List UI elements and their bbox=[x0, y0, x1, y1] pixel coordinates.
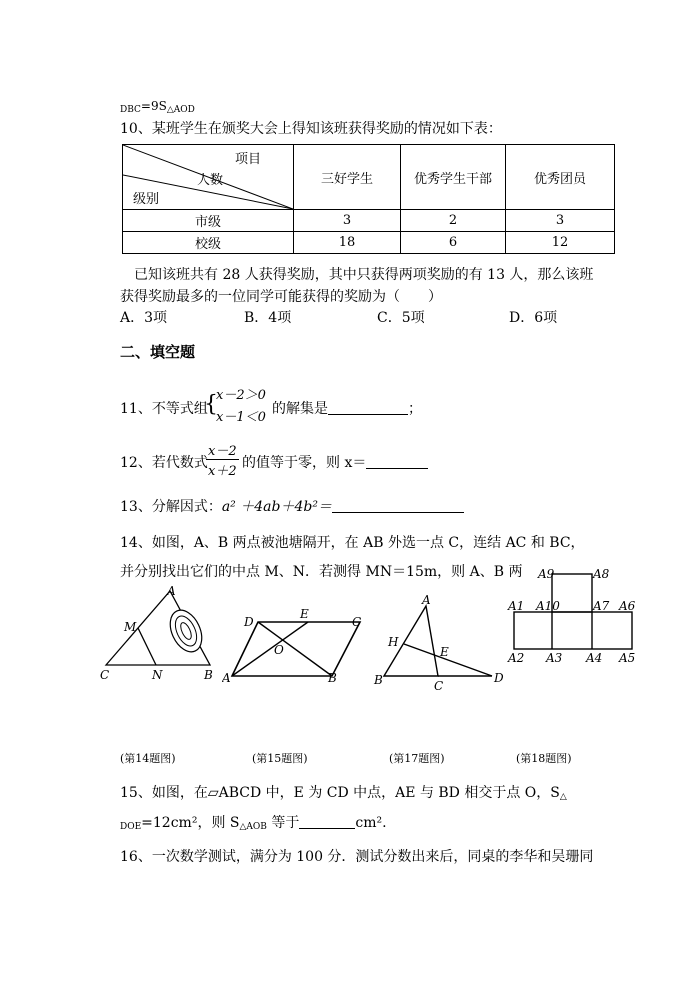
fig17-caption: (第17题图) bbox=[389, 752, 445, 765]
fig17-label: H bbox=[388, 635, 399, 649]
figure-17 bbox=[370, 592, 510, 694]
q13-prefix: 13、分解因式： bbox=[120, 499, 222, 515]
fig17-label: E bbox=[440, 645, 449, 659]
q11-suffix-text: 的解集是 bbox=[272, 401, 328, 417]
fig18-label: A2 bbox=[508, 651, 525, 665]
q11-ineq2: x－1＜0 bbox=[216, 410, 266, 425]
q12-suffix: 的值等于零，则 x＝ bbox=[242, 455, 367, 471]
header-dbc: DBC bbox=[120, 105, 141, 115]
corner-label-item: 项目 bbox=[235, 152, 262, 167]
fig14-label: C bbox=[100, 668, 110, 682]
q15-line2-rest: 等于 bbox=[266, 815, 300, 831]
fig18-label: A6 bbox=[619, 599, 636, 613]
q12-denominator: x＋2 bbox=[208, 464, 237, 479]
col-header: 三好学生 bbox=[294, 145, 401, 210]
corner-label-count: 人数 bbox=[197, 173, 224, 188]
fig18-label: A10 bbox=[536, 599, 560, 613]
q11-prefix: 11、不等式组 bbox=[120, 401, 208, 417]
fig18-caption: (第18题图) bbox=[516, 752, 572, 765]
q15-line1-rest: ABCD 中，E 为 CD 中点，AE 与 BD 相交于点 O，S bbox=[218, 785, 560, 801]
q15-unit: cm². bbox=[355, 815, 387, 831]
q10-option-a: A．3项 bbox=[120, 310, 168, 326]
q11-suffix bbox=[272, 398, 422, 418]
q15-answer-blank[interactable] bbox=[299, 814, 355, 829]
q10-option-b: B．4项 bbox=[244, 310, 292, 326]
figure-18 bbox=[506, 564, 638, 670]
q10-option-c: C．5项 bbox=[377, 310, 425, 326]
table-cell: 6 bbox=[401, 232, 506, 254]
q15-doe-sub: DOE bbox=[120, 822, 142, 832]
fig18-label: A3 bbox=[546, 651, 563, 665]
q12-prefix: 12、若代数式 bbox=[120, 455, 208, 471]
q15-prefix: 15、如图，在 bbox=[120, 785, 208, 801]
table-cell: 3 bbox=[506, 210, 615, 232]
q10-text-line2: 获得奖励最多的一位同学可能获得的奖励为（ ） bbox=[120, 289, 442, 305]
table-cell: 3 bbox=[294, 210, 401, 232]
col-header: 优秀团员 bbox=[506, 145, 615, 210]
table-row bbox=[123, 210, 615, 232]
header-sub: △AOD bbox=[166, 105, 195, 115]
figure-14 bbox=[98, 583, 220, 683]
q11-ineq1: x－2＞0 bbox=[216, 388, 266, 403]
col-header: 优秀学生干部 bbox=[401, 145, 506, 210]
header-fragment bbox=[120, 99, 195, 115]
parallelogram-icon: ▱ bbox=[207, 785, 219, 801]
q15-triangle-sub: △ bbox=[559, 792, 567, 802]
q16-text: 16、一次数学测试，满分为 100 分．测试分数出来后，同桌的李华和吴珊同 bbox=[120, 849, 594, 865]
table-cell: 18 bbox=[294, 232, 401, 254]
row-label: 市级 bbox=[123, 210, 294, 232]
q10-option-d: D．6项 bbox=[509, 310, 558, 326]
fig18-label: A4 bbox=[586, 651, 603, 665]
header-rest: =9S bbox=[140, 99, 167, 113]
q13-expression: a² ＋4ab＋4b²＝ bbox=[221, 499, 332, 515]
q15-aob-sub: △AOB bbox=[239, 822, 267, 832]
q15-line2-mid: =12cm²，则 S bbox=[141, 815, 240, 831]
fig15-label: A bbox=[222, 671, 231, 684]
table-corner-cell bbox=[123, 145, 294, 210]
q13-answer-blank[interactable] bbox=[332, 498, 464, 513]
fig17-label: B bbox=[374, 673, 383, 687]
q14-line1: 14、如图，A、B 两点被池塘隔开，在 AB 外选一点 C，连结 AC 和 BC， bbox=[120, 535, 585, 551]
table-row bbox=[123, 232, 615, 254]
fig18-label: A8 bbox=[593, 567, 610, 581]
q15-line1 bbox=[120, 782, 567, 802]
fig15-caption: (第15题图) bbox=[252, 752, 308, 765]
fig14-label: A bbox=[167, 584, 176, 598]
q10-text-line1: 已知该班共有 28 人获得奖励，其中只获得两项奖励的有 13 人，那么该班 bbox=[134, 267, 594, 283]
fig18-label: A7 bbox=[593, 599, 610, 613]
fig15-label: C bbox=[352, 615, 362, 629]
fig15-label: O bbox=[274, 643, 284, 657]
fig14-label: M bbox=[124, 620, 137, 634]
section-title: 二、填空题 bbox=[120, 343, 196, 361]
fig17-label: C bbox=[434, 679, 444, 693]
fig14-label: N bbox=[152, 668, 163, 682]
row-label: 校级 bbox=[123, 232, 294, 254]
fig17-label: A bbox=[422, 593, 431, 607]
fig14-caption: (第14题图) bbox=[120, 752, 176, 765]
q15-line2 bbox=[120, 812, 387, 832]
fig15-label: E bbox=[300, 607, 309, 621]
fig15-label: D bbox=[244, 615, 254, 629]
fig18-label: A1 bbox=[508, 599, 525, 613]
q12-fraction bbox=[206, 440, 239, 479]
fig14-label: B bbox=[204, 668, 213, 682]
fig17-label: D bbox=[494, 671, 504, 685]
q12-answer-blank[interactable] bbox=[366, 454, 428, 469]
table-cell: 12 bbox=[506, 232, 615, 254]
fig18-label: A5 bbox=[619, 651, 636, 665]
fig18-label: A9 bbox=[538, 567, 555, 581]
q11-end: ； bbox=[408, 401, 422, 417]
q11-answer-blank[interactable] bbox=[328, 400, 408, 415]
q12-numerator: x－2 bbox=[206, 440, 239, 460]
table-cell: 2 bbox=[401, 210, 506, 232]
corner-label-level: 级别 bbox=[133, 192, 160, 207]
brace-icon: { bbox=[204, 392, 218, 417]
fig15-label: B bbox=[328, 671, 337, 684]
award-table bbox=[122, 144, 615, 254]
q14-line2: 并分别找出它们的中点 M、N．若测得 MN＝15m，则 A、B 两 bbox=[120, 564, 523, 580]
q10-stem: 10、某班学生在颁奖大会上得知该班获得奖励的情况如下表： bbox=[120, 121, 502, 137]
figure-15 bbox=[222, 604, 368, 684]
